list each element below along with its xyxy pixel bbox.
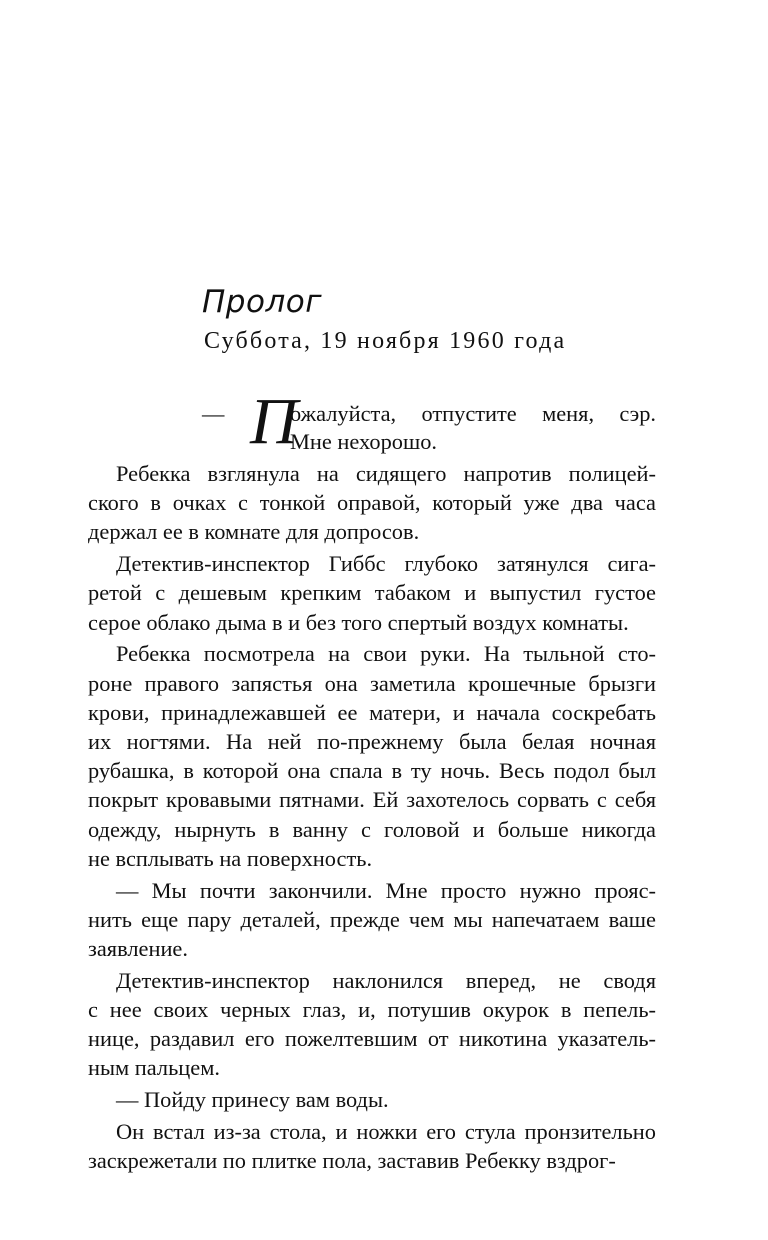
paragraph-line: держал ее в комнате для допросов. xyxy=(88,519,420,545)
paragraph-line: Ребекка взглянула на сидящего напротив полицей- xyxy=(116,461,656,486)
opening-line-1: ожалуйста, отпустите меня, сэр. xyxy=(290,401,656,426)
paragraph-line: их ногтями. На ней по-прежнему была белая ночная xyxy=(88,729,656,754)
paragraph-line: — Мы почти закончили. Мне просто нужно прояс- xyxy=(116,877,656,903)
opening-line-2: Мне нехорошо. xyxy=(290,429,438,454)
paragraph-line: нице, раздавил его пожелтевшим от никотина указатель- xyxy=(88,1026,656,1052)
paragraph-line: нить еще пару деталей, прежде чем мы напечатаем ваше xyxy=(88,906,656,932)
chapter-date: Суббота, 19 ноября 1960 года xyxy=(204,328,567,354)
paragraph-line: ным пальцем. xyxy=(88,1055,220,1081)
paragraph-line: рубашка, в которой она спала в ту ночь. Весь подол был xyxy=(88,758,656,784)
paragraph-line: Он встал из-за стола, и ножки его стула пронзительно xyxy=(116,1119,656,1144)
drop-cap: П xyxy=(250,385,296,458)
paragraph-line: не всплывать на поверхность. xyxy=(88,845,373,871)
paragraph-line: заскрежетали по плитке пола, заставив Ребекку вздрог- xyxy=(88,1148,616,1174)
paragraph-line: Детектив-инспектор наклонился вперед, не сводя xyxy=(116,967,656,993)
paragraph-line: серое облако дыма в и без того спертый воздух комнаты. xyxy=(88,609,629,635)
paragraph-line: крови, принадлежавшей ее матери, и начала соскребать xyxy=(88,699,656,725)
paragraph-line: с нее своих черных глаз, и, потушив окурок в пепель- xyxy=(88,997,656,1022)
paragraph-line: заявление. xyxy=(88,936,188,961)
paragraph-line: — Пойду принесу вам воды. xyxy=(116,1087,389,1113)
paragraph-line: покрыт кровавыми пятнами. Ей захотелось сорвать с себя xyxy=(88,787,656,813)
paragraph-line: Детектив-инспектор Гиббс глубоко затянулся сига- xyxy=(116,551,656,577)
chapter-title: Пролог xyxy=(202,284,323,320)
paragraph-line: роне правого запястья она заметила крошечные брызги xyxy=(88,670,656,696)
paragraph-line: Ребекка посмотрела на свои руки. На тыльной сто- xyxy=(116,641,656,667)
paragraph-line: одежду, нырнуть в ванну с головой и больше никогда xyxy=(88,816,656,842)
paragraph-line: ретой с дешевым крепким табаком и выпустил густое xyxy=(88,580,656,606)
paragraph-line: ского в очках с тонкой оправой, который уже два часа xyxy=(88,490,656,516)
opening-dash: — xyxy=(202,401,225,426)
